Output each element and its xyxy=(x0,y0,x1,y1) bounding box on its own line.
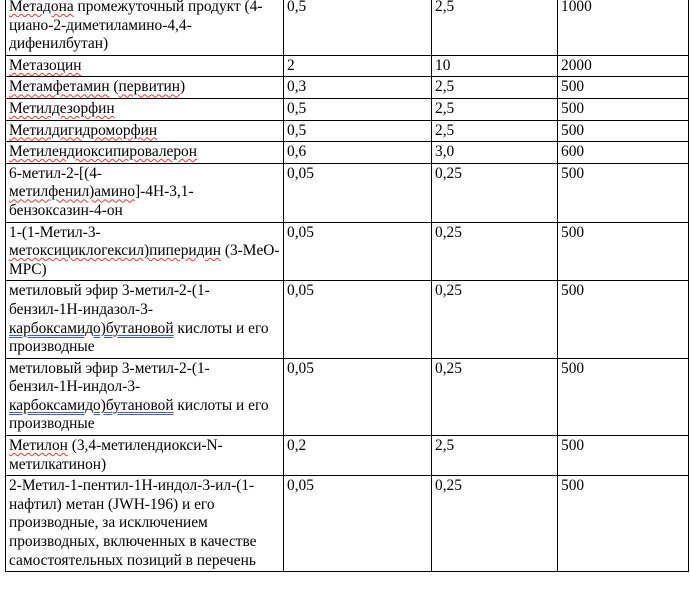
substance-name-cell xyxy=(6,476,284,572)
table-row xyxy=(6,142,689,164)
value-cell-1: 0,5 xyxy=(284,120,432,142)
substance-name-text: ]-4Н-3,1-бензоксазин-4-он xyxy=(9,183,194,219)
substance-name-text: промежуточный продукт (4-циано-2-диметиламино-4,4-дифенилбутан) xyxy=(9,0,263,53)
substances-table xyxy=(5,0,689,572)
substance-name-cell xyxy=(6,163,284,222)
value-cell-1: 0,05 xyxy=(284,476,432,572)
value-cell-2: 2,5 xyxy=(432,98,558,120)
value-cell-3: 500 xyxy=(558,120,689,142)
spellcheck-marked-text: Метамфетамин xyxy=(9,78,110,96)
value-cell-2: 10 xyxy=(432,55,558,77)
substance-name-cell xyxy=(6,55,284,77)
substance-name-cell xyxy=(6,358,284,435)
value-cell-1: 0,6 xyxy=(284,142,432,164)
substance-name-text: метиловый эфир 3-метил-2-(1-бензил-1Н-индазол-3- xyxy=(9,282,210,318)
table-row xyxy=(6,358,689,435)
table-row xyxy=(6,476,689,572)
value-cell-2: 0,25 xyxy=(432,163,558,222)
value-cell-3: 500 xyxy=(558,358,689,435)
value-cell-3: 500 xyxy=(558,98,689,120)
substance-name-cell xyxy=(6,436,284,476)
value-cell-2: 0,25 xyxy=(432,222,558,281)
substance-name-cell xyxy=(6,0,284,55)
value-cell-3: 500 xyxy=(558,281,689,358)
spellcheck-marked-text: Метилендиоксипировалерон xyxy=(9,143,197,161)
spellcheck-marked-text: Метилдигидроморфин xyxy=(9,121,158,139)
substance-name-text: 2-Метил-1-пентил-1Н-индол-3-ил-(1-нафтил) метан (JWH-196) и его производные, за исключением производных, включенных в качестве самостоятельных позиций в перечень xyxy=(9,477,257,569)
substance-name-text: метиловый эфир 3-метил-2-(1-бензил-1Н-индол-3- xyxy=(9,359,210,396)
table-row xyxy=(6,281,689,358)
substance-name-cell xyxy=(6,98,284,120)
spellcheck-marked-text: Метазоцин xyxy=(9,56,82,74)
substance-name-text: (3-MeO-MPC) xyxy=(9,242,280,278)
table-row xyxy=(6,55,689,77)
table-row xyxy=(6,120,689,142)
value-cell-3: 500 xyxy=(558,436,689,476)
value-cell-1: 0,3 xyxy=(284,77,432,99)
value-cell-3: 500 xyxy=(558,222,689,281)
value-cell-1: 0,5 xyxy=(284,0,432,55)
value-cell-1: 0,5 xyxy=(284,98,432,120)
table-row xyxy=(6,77,689,99)
value-cell-3: 500 xyxy=(558,476,689,572)
substance-name-cell xyxy=(6,120,284,142)
substance-name-text: кислоты и его производные xyxy=(9,396,269,433)
value-cell-1: 0,05 xyxy=(284,222,432,281)
value-cell-2: 3,0 xyxy=(432,142,558,164)
substance-name-text: 1-(1-Метил-3- xyxy=(9,223,101,241)
substance-name-text: кислоты и его производные xyxy=(9,319,269,356)
value-cell-1: 0,05 xyxy=(284,163,432,222)
value-cell-2: 2,5 xyxy=(432,120,558,142)
value-cell-3: 2000 xyxy=(558,55,689,77)
substance-name-cell xyxy=(6,77,284,99)
value-cell-2: 2,5 xyxy=(432,77,558,99)
value-cell-2: 0,25 xyxy=(432,281,558,358)
value-cell-3: 1000 xyxy=(558,0,689,55)
spellcheck-marked-text: карбоксамидо)бутановой xyxy=(9,319,174,337)
substance-name-text: (3,4-метилендиокси-N-метилкатинон) xyxy=(9,437,223,473)
value-cell-2: 0,25 xyxy=(432,476,558,572)
spellcheck-marked-text: метоксициклогексил)пиперидин xyxy=(9,242,221,260)
value-cell-2: 0,25 xyxy=(432,358,558,435)
substance-name-text: ) xyxy=(180,78,186,96)
value-cell-1: 0,05 xyxy=(284,358,432,435)
value-cell-3: 600 xyxy=(558,142,689,164)
spellcheck-marked-text: Метадона xyxy=(9,0,74,15)
value-cell-1: 2 xyxy=(284,55,432,77)
value-cell-3: 500 xyxy=(558,163,689,222)
value-cell-1: 0,2 xyxy=(284,436,432,476)
table-row xyxy=(6,436,689,476)
value-cell-1: 0,05 xyxy=(284,281,432,358)
substance-name-cell xyxy=(6,222,284,281)
substance-name-cell xyxy=(6,281,284,358)
spellcheck-marked-text: карбоксамидо)бутановой xyxy=(9,396,174,414)
substance-name-cell xyxy=(6,142,284,164)
table-row xyxy=(6,0,689,55)
value-cell-3: 500 xyxy=(558,77,689,99)
substance-name-text: 6-метил-2-[(4- xyxy=(9,164,103,182)
value-cell-2: 2,5 xyxy=(432,0,558,55)
spellcheck-marked-text: метилфенил)амино xyxy=(9,183,136,201)
table-row xyxy=(6,98,689,120)
value-cell-2: 2,5 xyxy=(432,436,558,476)
substances-table-body xyxy=(6,0,689,572)
spellcheck-marked-text: первитин xyxy=(118,78,181,96)
table-row xyxy=(6,163,689,222)
substance-name-text: ( xyxy=(109,78,119,96)
spellcheck-marked-text: Метилдезорфин xyxy=(9,99,115,117)
table-row xyxy=(6,222,689,281)
spellcheck-marked-text: Метилон xyxy=(9,437,68,455)
